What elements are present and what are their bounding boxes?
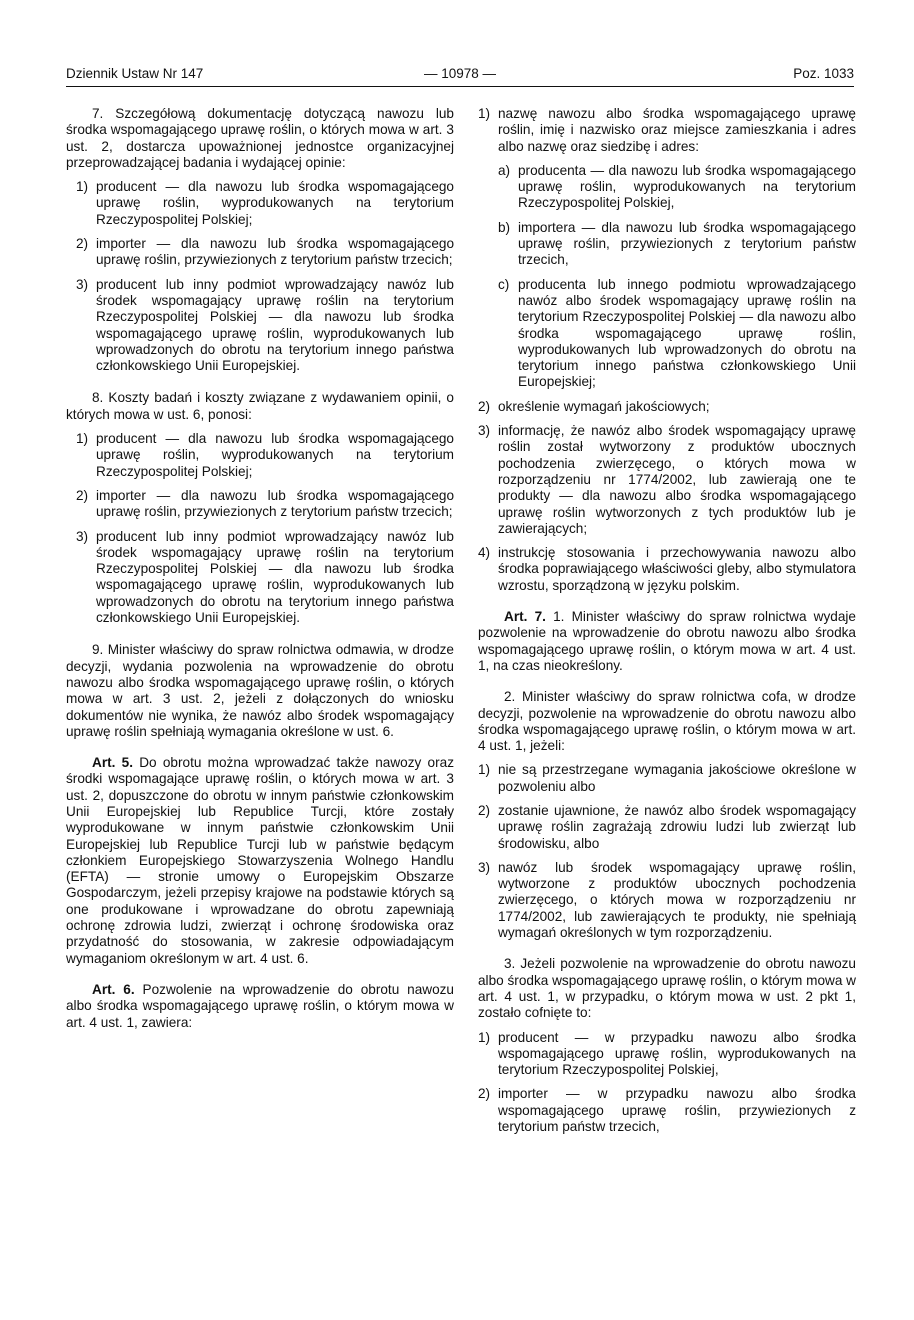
list-item: 4) instrukcję stosowania i przechowywania nawozu albo środka poprawiającego właściwości gleby, albo stymulatora wzrostu, sporządzoną w języku polskim.: [478, 545, 856, 593]
sub-list-item: a) producenta — dla nawozu lub środka wspomagającego uprawę roślin, wyprodukowanych na terytorium Rzeczypospolitej Polskiej,: [498, 162, 856, 211]
sub-list-item: c) producenta lub innego podmiotu wprowadzającego nawóz albo środek wspomagający uprawę roślin na terytorium Rzeczypospolitej Polskiej — dla nawozu albo środka wspomagającego uprawę roślin, wyprodukowanych lub wprowadzonych do obrotu na terytorium innego państwa członkowskiego Unii Europejskiej;: [498, 276, 856, 390]
article-6-label: Art. 6.: [92, 981, 135, 997]
list-item: 2) zostanie ujawnione, że nawóz albo środek wspomagający uprawę roślin zagrażają zdrowiu ludzi lub zwierząt lub środowisku, albo: [478, 802, 856, 851]
list-item: 2) importer — dla nawozu lub środka wspomagającego uprawę roślin, przywiezionych z terytorium państw trzecich;: [76, 236, 454, 268]
list-item: 1) producent — dla nawozu lub środka wspomagającego uprawę roślin, wyprodukowanych na terytorium Rzeczypospolitej Polskiej;: [76, 179, 454, 227]
article-5-label: Art. 5.: [92, 755, 133, 771]
list-item: 3) nawóz lub środek wspomagający uprawę roślin, wytworzone z produktów ubocznych pochodzenia zwierzęcego, o których mowa w rozporządzeniu nr 1774/2002, lub zawierających te produkty, nie spełniają wymagań określonych w tym rozporządzeniu.: [478, 859, 856, 941]
journal-title: Dziennik Ustaw Nr 147: [66, 66, 204, 81]
paragraph-7: 7. Szczegółową dokumentację dotyczącą nawozu lub środka wspomagającego uprawę roślin, o których mowa w art. 3 ust. 2, dostarcza upoważnionej jednostce organizacyjnej przeprowadzającej badania i wydającej opinie:: [66, 106, 454, 170]
paragraph-2: 2. Minister właściwy do spraw rolnictwa cofa, w drodze decyzji, pozwolenie na wprowadzenie do obrotu nawozu albo środka wspomagającego uprawę roślin, o którym mowa w art. 4 ust. 1, jeżeli:: [478, 689, 856, 754]
list-item: 3) producent lub inny podmiot wprowadzający nawóz lub środek wspomagający uprawę roślin na terytorium Rzeczypospolitej Polskiej — dla nawozu lub środka wspomagającego uprawę roślin, wyprodukowanych lub wprowadzonych do obrotu na terytorium innego państwa członkowskiego Unii Europejskiej.: [76, 528, 454, 626]
list-item: 3) producent lub inny podmiot wprowadzający nawóz lub środek wspomagający uprawę roślin na terytorium Rzeczypospolitej Polskiej — dla nawozu lub środka wspomagającego uprawę roślin, wyprodukowanych lub wprowadzonych do obrotu na terytorium innego państwa członkowskiego Unii Europejskiej.: [76, 276, 454, 374]
sub-list-item: b) importera — dla nawozu lub środka wspomagającego uprawę roślin, przywiezionych z terytorium państw trzecich,: [498, 219, 856, 268]
list-item: 3) informację, że nawóz albo środek wspomagający uprawę roślin został wytworzony z produktów ubocznych pochodzenia zwierzęcego, o których mowa w rozporządzeniu nr 1774/2002, lub zawierają one te produkty — dla nawozu albo środka wspomagającego uprawę roślin wytworzonych z tych produktów lub je zawierających;: [478, 423, 856, 536]
paragraph-9: 9. Minister właściwy do spraw rolnictwa odmawia, w drodze decyzji, wydania pozwolenia na wprowadzenie do obrotu nawozu albo środka wspomagającego uprawę roślin, o których mowa w art. 3 ust. 2, jeżeli z dołączonych do wniosku dokumentów nie wynika, że nawóz albo środek wspomagający uprawę roślin spełniają wymagania określone w ust. 6.: [66, 642, 454, 739]
paragraph-3: 3. Jeżeli pozwolenie na wprowadzenie do obrotu nawozu albo środka wspomagającego uprawę roślin, o którym mowa w art. 4 ust. 1, w przypadku, o którym mowa w ust. 2 pkt 1, zostało cofnięte to:: [478, 956, 856, 1021]
article-7: Art. 7. 1. Minister właściwy do spraw rolnictwa wydaje pozwolenie na wprowadzenie do obrotu nawozu albo środka wspomagającego uprawę roślin, o którym mowa w art. 4 ust. 1, na czas nieokreślony.: [478, 609, 856, 673]
list-item: 2) importer — dla nawozu lub środka wspomagającego uprawę roślin, przywiezionych z terytorium państw trzecich;: [76, 487, 454, 520]
paragraph-8: 8. Koszty badań i koszty związane z wydawaniem opinii, o których mowa w ust. 6, ponosi:: [66, 390, 454, 422]
list-item: 2) określenie wymagań jakościowych;: [478, 398, 710, 414]
list-item: 1) nazwę nawozu albo środka wspomagającego uprawę roślin, imię i nazwisko oraz miejsce zamieszkania i adres albo nazwę oraz siedzibę i adres:: [478, 106, 856, 154]
article-6: Art. 6. Pozwolenie na wprowadzenie do obrotu nawozu albo środka wspomagającego uprawę roślin, o którym mowa w art. 4 ust. 1, zawiera:: [66, 981, 454, 1030]
page-number: — 10978 —: [423, 66, 497, 81]
list-item: 1) producent — dla nawozu lub środka wspomagającego uprawę roślin, wyprodukowanych na terytorium Rzeczypospolitej Polskiej;: [76, 431, 454, 479]
position-number: Poz. 1033: [793, 66, 854, 81]
list-item: 1) nie są przestrzegane wymagania jakościowe określone w pozwoleniu albo: [478, 762, 856, 794]
article-5: Art. 5. Do obrotu można wprowadzać także nawozy oraz środki wspomagające uprawę roślin, o których mowa w art. 3 ust. 2, dopuszczone do obrotu w innym państwie członkowskim Unii Europejskiej lub Republice Turcji, które zostały wyprodukowane w innym państwie członkowskim Unii Europejskiej lub Republice Turcji lub w państwie będącym członkiem Europejskiego Stowarzyszenia Wolnego Handlu (EFTA) — stronie umowy o Europejskim Obszarze Gospodarczym, jeżeli przepisy krajowe na podstawie których są one produkowane i wprowadzane do obrotu zapewniają ochronę zdrowia ludzi, zwierząt i ochronę środowiska oraz przydatność do stosowania, w zakresie odpowiadającym wymaganiom określonym w art. 4 ust. 6.: [66, 755, 454, 966]
left-column: [66, 106, 454, 1046]
article-7-label: Art. 7.: [504, 609, 546, 625]
page-header: [66, 64, 854, 87]
right-column: [478, 106, 856, 1143]
list-item: 1) producent — w przypadku nawozu albo środka wspomagającego uprawę roślin, wyprodukowanych na terytorium Rzeczypospolitej Polskiej,: [478, 1029, 856, 1078]
list-item: 2) importer — w przypadku nawozu albo środka wspomagającego uprawę roślin, przywiezionych z terytorium państw trzecich,: [478, 1086, 856, 1135]
